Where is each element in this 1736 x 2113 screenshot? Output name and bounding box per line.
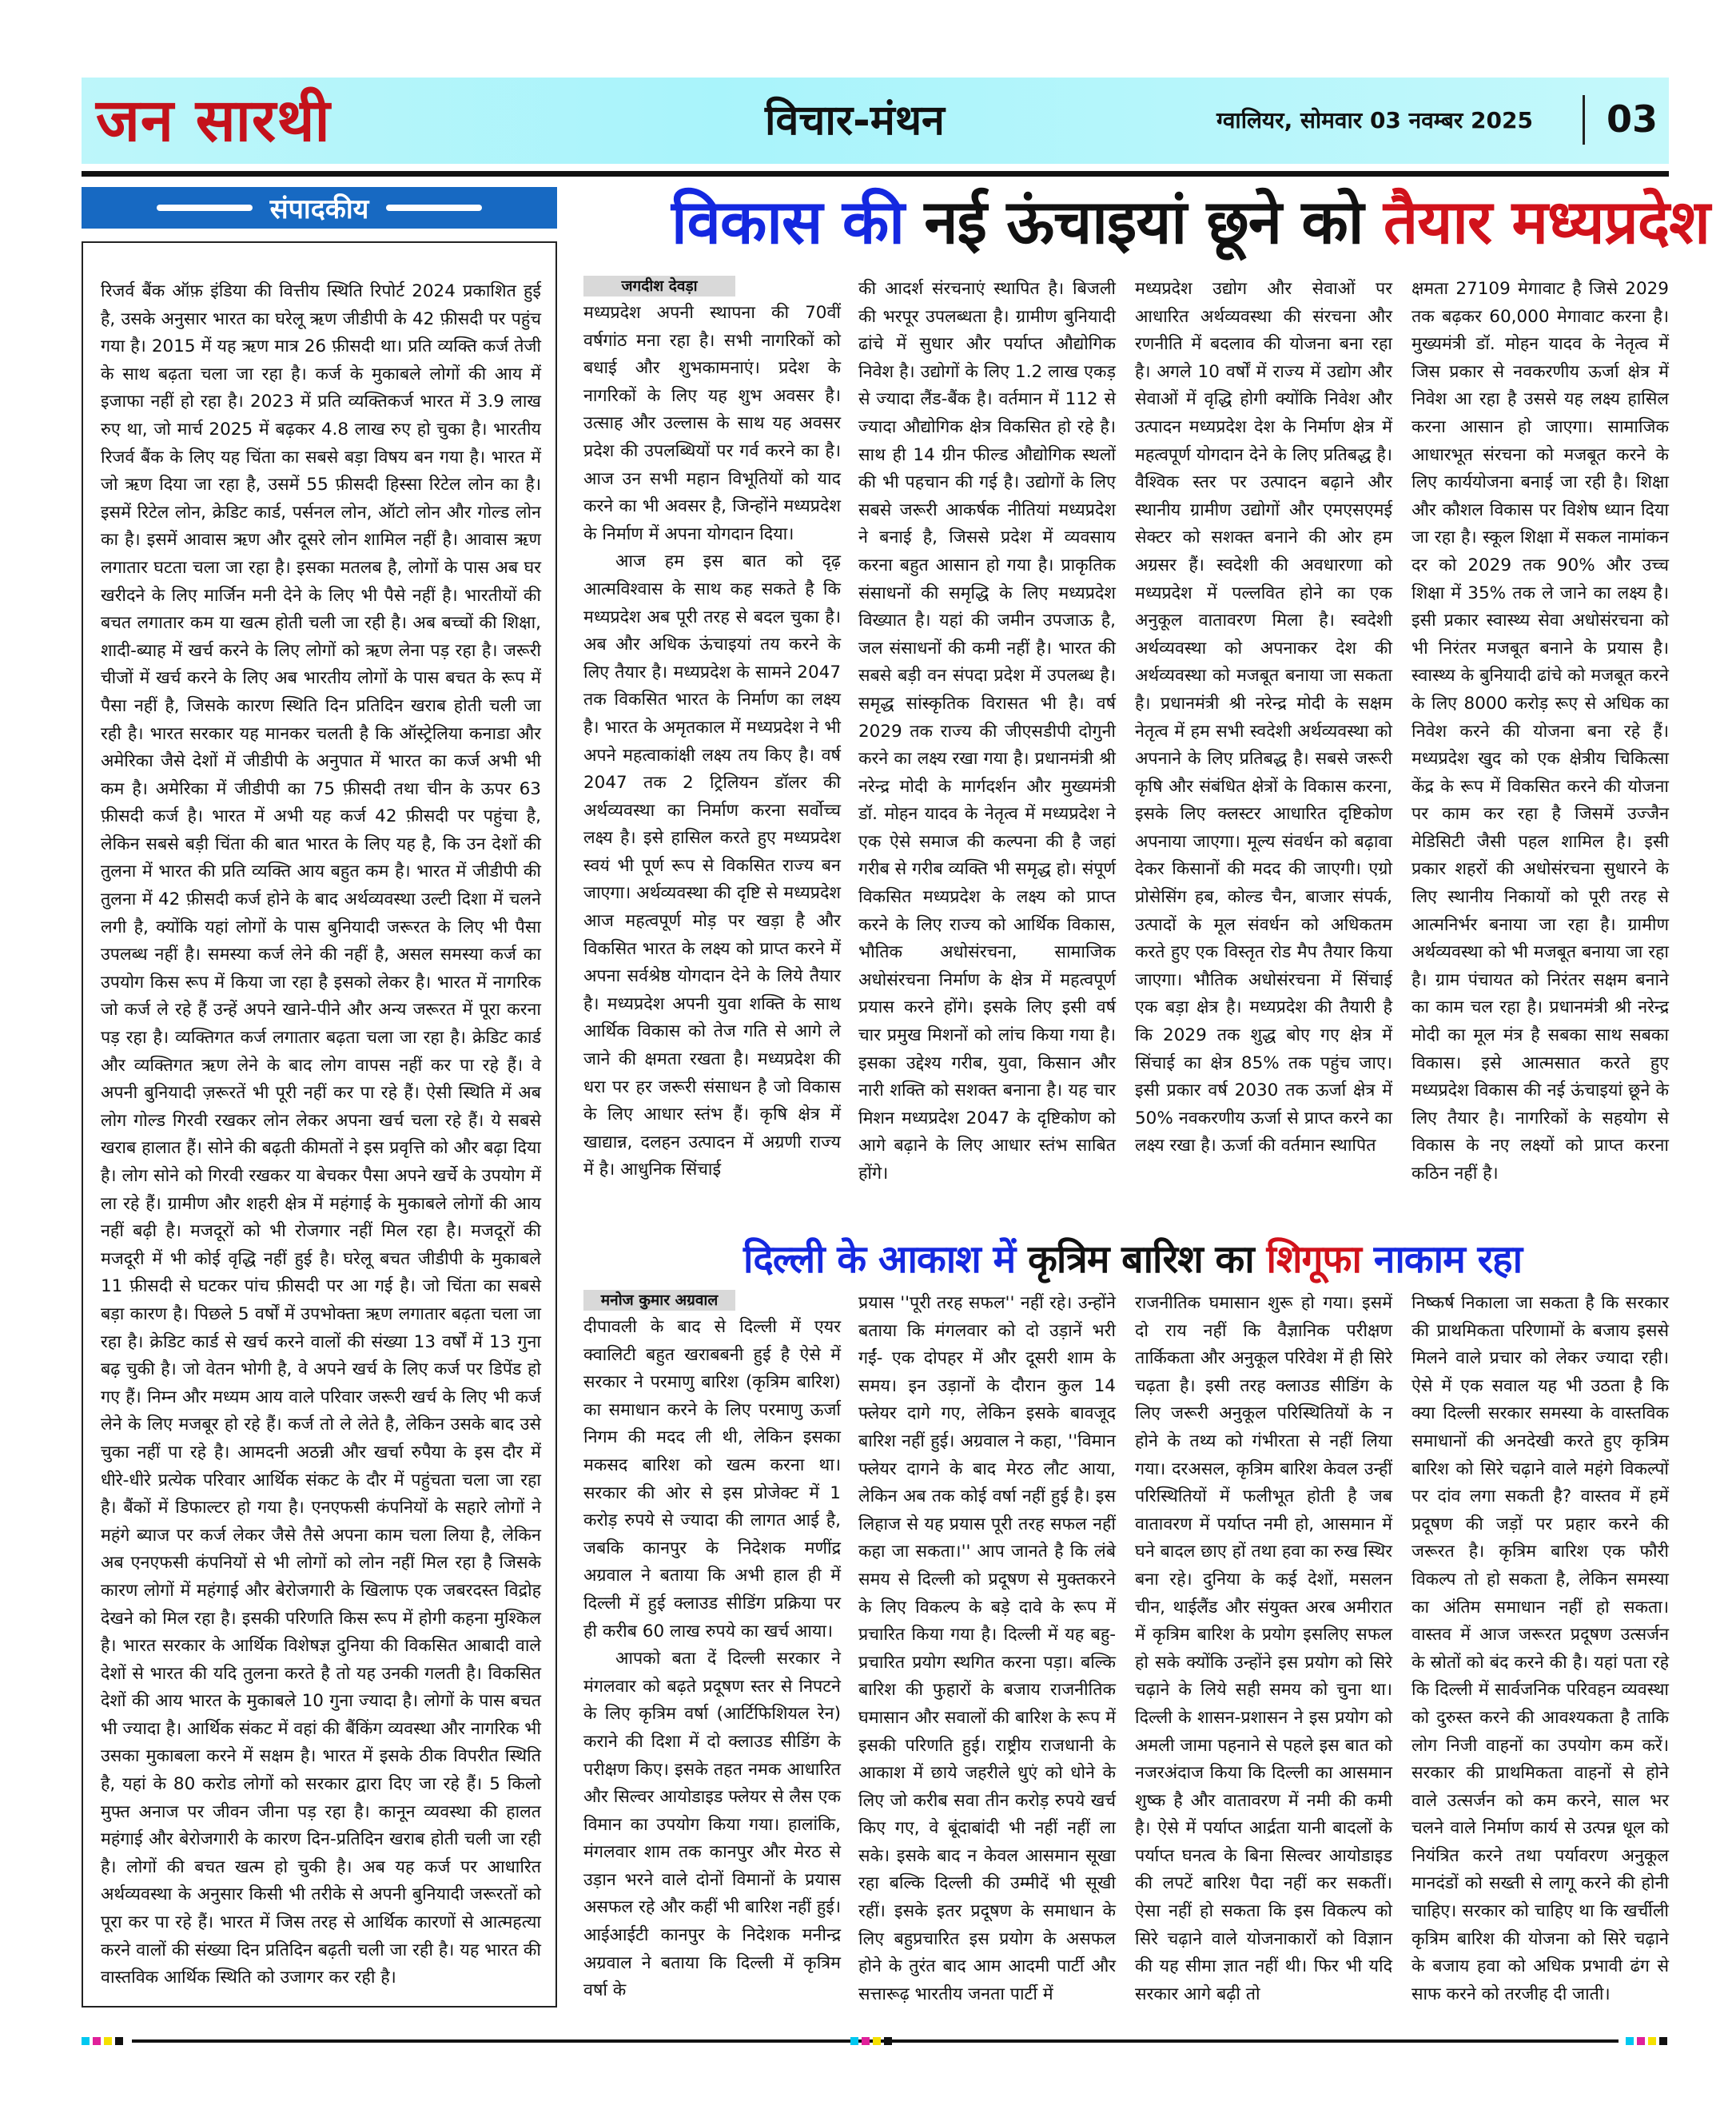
article2-column-4 xyxy=(1411,1290,1669,2008)
registration-marks-center xyxy=(850,2037,892,2045)
paragraph: आज हम इस बात को दृढ़ आत्मविश्वास के साथ कह सकते है कि मध्यप्रदेश अब पूरी तरह से बदल चुका है। अब और अधिक ऊंचाइयां तय करने के लिए तैयार है। मध्यप्रदेश के सामने 2047 तक विकसित भारत के निर्माण का लक्ष्य है। भारत के अमृतकाल में मध्यप्रदेश ने भी अपने महत्वाकांक्षी लक्ष्य तय किए है। वर्ष 2047 तक 2 ट्रिलियन डॉलर की अर्थव्यवस्था का निर्माण करना सर्वोच्च लक्ष्य है। इसे हासिल करते हुए मध्यप्रदेश स्वयं भी पूर्ण रूप से विकसित राज्य बन जाएगा। अर्थव्यवस्था की दृष्टि से मध्यप्रदेश आज महत्वपूर्ण मोड़ पर खड़ा है और विकसित भारत के लक्ष्य को प्राप्त करने में अपना सर्वश्रेष्ठ योगदान देने के लिये तैयार है। मध्यप्रदेश अपनी युवा शक्ति के साथ आर्थिक विकास को तेज गति से आगे ले जाने की क्षमता रखता है। मध्यप्रदेश की धरा पर हर जरूरी संसाधन है जो विकास के लिए आधार स्तंभ हैं। कृषि क्षेत्र में खाद्यान्न, दलहन उत्पादन में अग्रणी राज्य में है। आधुनिक सिंचाई xyxy=(583,551,841,1180)
article2-column-3 xyxy=(1135,1290,1392,2008)
article2-headline xyxy=(743,1235,1522,1284)
paragraph: दीपावली के बाद से दिल्ली में एयर क्वालिटी बहुत खराबबनी हुई है ऐसे में सरकार ने परमाणु बारिश (कृत्रिम बारिश) का समाधान करने के लिए परमाणु ऊर्जा निगम की मदद ली थी, लेकिन इसका मकसद बारिश को खत्म करना था। सरकार की ओर से इस प्रोजेक्ट में 1 करोड़ रुपये से ज्यादा की लागत आई है, जबकि कानपुर के निदेशक मणींद्र अग्रवाल ने बताया कि अभी हाल ही में दिल्ली में हुई क्लाउड सीडिंग प्रक्रिया पर ही करीब 60 लाख रुपये का खर्च आया। xyxy=(583,1317,841,1641)
article2-column-1 xyxy=(583,1290,841,2005)
editorial-label-text: संपादकीय xyxy=(269,193,369,225)
headline-part: शिगूफा xyxy=(1266,1237,1361,1282)
paragraph: निष्कर्ष निकाला जा सकता है कि सरकार की प्राथमिकता परिणामों के बजाय इससे मिलने वाले प्रचार को लेकर ज्यादा रही। ऐसे में एक सवाल यह भी उठता है कि क्या दिल्ली सरकार समस्या के वास्तविक समाधानों की अनदेखी करते हुए कृत्रिम बारिश को सिरे चढ़ाने वाले महंगे विकल्पों पर दांव लगा सकती है? वास्तव में हमें प्रदूषण की जड़ों पर प्रहार करने की जरूरत है। कृत्रिम बारिश एक फौरी विकल्प तो हो सकता है, लेकिन समस्या का अंतिम समाधान नहीं हो सकता। वास्तव में आज जरूरत प्रदूषण उत्सर्जन के स्रोतों को बंद करने की है। यहां पता रहे कि दिल्ली में सार्वजनिक परिवहन व्यवस्था को दुरुस्त करने की आवश्यकता है ताकि लोग निजी वाहनों का उपयोग कम करें। सरकार की प्राथमिकता वाहनों से होने वाले उत्सर्जन को कम करने, साल भर चलने वाले निर्माण कार्य से उत्पन्न धूल को नियंत्रित करने तथा पर्यावरण अनुकूल मानदंडों को सख्ती से लागू करने की होनी चाहिए। सरकार को चाहिए था कि खर्चीली कृत्रिम बारिश की योजना को सिरे चढ़ाने के बजाय हवा को अधिक प्रभावी ढंग से साफ करने को तरजीह दी जाती। xyxy=(1411,1293,1669,2004)
dash-decoration xyxy=(157,205,253,211)
masthead xyxy=(82,78,1669,164)
section-title: विचार-मंथन xyxy=(765,97,945,145)
page-number: 03 xyxy=(1607,97,1658,141)
byline: मनोज कुमार अग्रवाल xyxy=(583,1290,735,1311)
paragraph: आपको बता दें दिल्ली सरकार ने मंगलवार को बढ़ते प्रदूषण स्तर से निपटने के लिए कृत्रिम वर्षा (आर्टिफिशियल रेन) कराने की दिशा में दो क्लाउड सीडिंग के परीक्षण किए। इसके तहत नमक आधारित और सिल्वर आयोडाइड फ्लेयर से लैस एक विमान का उपयोग किया गया। हालांकि, मंगलवार शाम तक कानपुर और मेरठ से उड़ान भरने वाले दोनों विमानों के प्रयास असफल रहे और कहीं भी बारिश नहीं हुई। आईआईटी कानपुर के निदेशक मनीन्द्र अग्रवाल ने बताया कि दिल्ली में कृत्रिम वर्षा के xyxy=(583,1649,841,2001)
paragraph: क्षमता 27109 मेगावाट है जिसे 2029 तक बढ़कर 60,000 मेगावाट करना है। मुख्यमंत्री डॉ. मोहन यादव के नेतृत्व में जिस प्रकार से नवकरणीय ऊर्जा क्षेत्र में निवेश आ रहा है उससे यह लक्ष्य हासिल करना आसान हो जाएगा। सामाजिक आधारभूत संरचना को मजबूत करने के लिए कार्ययोजना बनाई जा रही है। शिक्षा और कौशल विकास पर विशेष ध्यान दिया जा रहा है। स्कूल शिक्षा में सकल नामांकन दर को 2029 तक 90% और उच्च शिक्षा में 35% तक ले जाने का लक्ष्य है। इसी प्रकार स्वास्थ्य सेवा अधोसंरचना को भी निरंतर मजबूत बनाने के प्रयास है। स्वास्थ्य के बुनियादी ढांचे को मजबूत करने के लिए 8000 करोड़ रूए से अधिक का निवेश करने की योजना बना रहे हैं। मध्यप्रदेश खुद को एक क्षेत्रीय चिकित्सा केंद्र के रूप में विकसित करने की योजना पर काम कर रहा है जिसमें उज्जैन मेडिसिटी जैसी पहल शामिल है। इसी प्रकार शहरों की अधोसंरचना सुधारने के लिए स्थानीय निकायों को पूरी तरह से आत्मनिर्भर बनाया जा रहा है। ग्रामीण अर्थव्यवस्था को भी मजबूत बनाया जा रहा है। ग्राम पंचायत को निरंतर सक्षम बनाने का काम चल रहा है। प्रधानमंत्री श्री नरेन्द्र मोदी का मूल मंत्र है सबका साथ सबका विकास। इसे आत्मसात करते हुए मध्यप्रदेश विकास की नई ऊंचाइयां छूने के लिए तैयार है। नागरिकों के सहयोग से विकास के नए लक्ष्यों को प्राप्त करना कठिन नहीं है। xyxy=(1411,279,1669,1184)
newspaper-logo: जन सारथी xyxy=(96,86,331,155)
article1-column-1 xyxy=(583,276,841,1184)
divider xyxy=(1583,95,1585,145)
article1-column-2 xyxy=(858,276,1116,1188)
headline-part: विकास की xyxy=(671,186,904,257)
registration-marks-right xyxy=(1626,2037,1667,2045)
paragraph: राजनीतिक घमासान शुरू हो गया। इसमें दो राय नहीं कि वैज्ञानिक परीक्षण तार्किकता और अनुकूल परिवेश में ही सिरे चढ़ता है। इसी तरह क्लाउड सीडिंग के लिए जरूरी अनुकूल परिस्थितियों के न होने के तथ्य को गंभीरता से नहीं लिया गया। दरअसल, कृत्रिम बारिश केवल उन्हीं परिस्थितियों में फलीभूत होती है जब वातावरण में पर्याप्त नमी हो, आसमान में घने बादल छाए हों तथा हवा का रुख स्थिर बना रहे। दुनिया के कई देशों, मसलन चीन, थाईलैंड और संयुक्त अरब अमीरात में कृत्रिम बारिश के प्रयोग इसलिए सफल हो सके क्योंकि उन्होंने इस प्रयोग को सिरे चढ़ाने के लिये सही समय को चुना था। दिल्ली के शासन-प्रशासन ने इस प्रयोग को अमली जामा पहनाने से पहले इस बात को नजरअंदाज किया कि दिल्ली का आसमान शुष्क है और वातावरण में नमी की कमी है। ऐसे में पर्याप्त आर्द्रता यानी बादलों के पर्याप्त घनत्व के बिना सिल्वर आयोडाइड की लपटें बारिश पैदा नहीं कर सकतीं। ऐसा नहीं हो सकता कि इस विकल्प को सिरे चढ़ाने वाले योजनाकारों को विज्ञान की यह सीमा ज्ञात नहीं थी। फिर भी यदि सरकार आगे बढ़ी तो xyxy=(1135,1293,1392,2004)
article1-column-3 xyxy=(1135,276,1392,1160)
dash-decoration xyxy=(386,205,482,211)
paragraph: मध्यप्रदेश अपनी स्थापना की 70वीं वर्षगांठ मना रहा है। सभी नागरिकों को बधाई और शुभकामनाएं। प्रदेश के नागरिकों के लिए यह शुभ अवसर है। उत्साह और उल्लास के साथ यह अवसर प्रदेश की उपलब्धियों पर गर्व करने का है। आज उन सभी महान विभूतियों को याद करने का भी अवसर है, जिन्होंने मध्यप्रदेश के निर्माण में अपना योगदान दिया। xyxy=(583,303,841,544)
editorial-label xyxy=(82,187,557,229)
headline-part: नाकाम रहा xyxy=(1373,1237,1523,1282)
article1-headline xyxy=(671,184,1710,261)
headline-part: नई ऊंचाइयां छूने को xyxy=(924,186,1364,257)
paragraph: मध्यप्रदेश उद्योग और सेवाओं पर आधारित अर्थव्यवस्था की संरचना और रणनीति में बदलाव की योजना बना रहा है। अगले 10 वर्षों में राज्य में उद्योग और सेवाओं में वृद्धि होगी क्योंकि निवेश और उत्पादन मध्यप्रदेश देश के निर्माण क्षेत्र में महत्वपूर्ण योगदान देने के लिए प्रतिबद्ध है। वैश्विक स्तर पर उत्पादन बढ़ाने और स्थानीय ग्रामीण उद्योगों और एमएसएमई सेक्टर को सशक्त बनाने की ओर हम अग्रसर हैं। स्वदेशी की अवधारणा को मध्यप्रदेश में पल्लवित होने का एक अनुकूल वातावरण मिला है। स्वदेशी अर्थव्यवस्था को अपनाकर देश की अर्थव्यवस्था को मजबूत बनाया जा सकता है। प्रधानमंत्री श्री नरेन्द्र मोदी के सक्षम नेतृत्व में हम सभी स्वदेशी अर्थव्यवस्था को अपनाने के लिए प्रतिबद्ध है। सबसे जरूरी कृषि और संबंधित क्षेत्रों के विकास करना, इसके लिए क्लस्टर आधारित दृष्टिकोण अपनाया जाएगा। मूल्य संवर्धन को बढ़ावा देकर किसानों की मदद की जाएगी। एग्रो प्रोसेसिंग हब, कोल्ड चैन, बाजार संपर्क, उत्पादों के मूल संवर्धन को अधिकतम करते हुए एक विस्तृत रोड मैप तैयार किया जाएगा। भौतिक अधोसंरचना में सिंचाई एक बड़ा क्षेत्र है। मध्यप्रदेश की तैयारी है कि 2029 तक शुद्ध बोए गए क्षेत्र में सिंचाई का क्षेत्र 85% तक पहुंच जाए। इसी प्रकार वर्ष 2030 तक ऊर्जा क्षेत्र में 50% नवकरणीय ऊर्जा से प्राप्त करने का लक्ष्य रखा है। ऊर्जा की वर्तमान स्थापित xyxy=(1135,279,1392,1156)
registration-marks-left xyxy=(82,2037,123,2045)
headline-part: तैयार मध्यप्रदेश xyxy=(1383,186,1710,257)
paragraph: प्रयास ''पूरी तरह सफल'' नहीं रहे। उन्होंने बताया कि मंगलवार को दो उड़ानें भरी गईं- एक दोपहर में और दूसरी शाम के समय। इन उड़ानों के दौरान कुल 14 फ्लेयर दागे गए, लेकिन इसके बावजूद बारिश नहीं हुई। अग्रवाल ने कहा, ''विमान फ्लेयर दागने के बाद मेरठ लौट आया, लेकिन अब तक कोई वर्षा नहीं हुई है। इस लिहाज से यह प्रयास पूरी तरह सफल नहीं कहा जा सकता।'' आप जानते है कि लंबे समय से दिल्ली को प्रदूषण से मुक्तकरने के लिए विकल्प के बड़े दावे के रूप में प्रचारित किया गया है। दिल्ली में यह बहु-प्रचारित प्रयोग स्थगित करना पड़ा। बल्कि बारिश की फुहारों के बजाय राजनीतिक घमासान और सवालों की बारिश के रूप में इसकी परिणति हुई। राष्ट्रीय राजधानी के आकाश में छाये जहरीले धुएं को धोने के लिए जो करीब सवा तीन करोड़ रुपये खर्च किए गए, वे बूंदाबांदी भी नहीं नहीं ला सके। इसके बाद न केवल आसमान सूखा रहा बल्कि दिल्ली की उम्मीदें भी सूखी रहीं। इसके इतर प्रदूषण के समाधान के लिए बहुप्रचारित इस प्रयोग के असफल होने के तुरंत बाद आम आदमी पार्टी और सत्तारूढ़ भारतीय जनता पार्टी में xyxy=(858,1293,1116,2004)
paragraph: रिजर्व बैंक ऑफ़ इंडिया की वित्तीय स्थिति रिपोर्ट 2024 प्रकाशित हुई है, उसके अनुसार भारत का घरेलू ऋण जीडीपी के 42 फ़ीसदी पर पहुंच गया है। 2015 में यह ऋण मात्र 26 फ़ीसदी था। प्रति व्यक्ति कर्ज तेजी के साथ बढ़ता चला जा रहा है। कर्ज के मुकाबले लोगों की आय में इजाफा नहीं हो रहा है। 2023 में प्रति व्यक्तिकर्ज भारत में 3.9 लाख रुए था, जो मार्च 2025 में बढ़कर 4.8 लाख रुए हो चुका है। भारतीय रिजर्व बैंक के लिए यह चिंता का सबसे बड़ा विषय बन गया है। भारत में जो ऋण दिया जा रहा है, उसमें 55 फ़ीसदी हिस्सा रिटेल लोन का है। इसमें रिटेल लोन, क्रेडिट कार्ड, पर्सनल लोन, ऑटो लोन और गोल्ड लोन का है। इसमें आवास ऋण और दूसरे लोन शामिल नहीं है। आवास ऋण लगातार घटता चला जा रहा है। इसका मतलब है, लोगों के पास अब घर खरीदने के लिए मार्जिन मनी देने के लिए भी पैसे नहीं है। भारतीयों की बचत लगातार कम या खत्म होती चली जा रही है। अब बच्चों की शिक्षा, शादी-ब्याह में खर्च करने के लिए लोगों को ऋण लेना पड़ रहा है। जरूरी चीजों में खर्च करने के लिए अब भारतीय लोगों के पास बचत के रूप में पैसा नहीं है, जिसके कारण स्थिति दिन प्रतिदिन खराब होती चली जा रही है। भारत सरकार यह मानकर चलती है कि ऑस्ट्रेलिया कनाडा और अमेरिका जैसे देशों में जीडीपी के अनुपात में भारत का कर्ज अभी भी कम है। अमेरिका में जीडीपी का 75 फ़ीसदी तथा चीन के ऊपर 63 फ़ीसदी कर्ज है। भारत में अभी यह कर्ज 42 फ़ीसदी पर पहुंचा है, लेकिन सबसे बड़ी चिंता की बात भारत के लिए यह है, कि उन देशों की तुलना में भारत की प्रति व्यक्ति आय बहुत कम है। भारत में जीडीपी की तुलना में 42 फ़ीसदी कर्ज होने के बाद अर्थव्यवस्था उल्टी दिशा में चलने लगी है, क्योंकि यहां लोगों के पास बुनियादी जरूरत के लिए भी पैसा उपलब्ध नहीं है। समस्या कर्ज लेने की नहीं है, असल समस्या कर्ज का उपयोग किस रूप में किया जा रहा है इसको लेकर है। भारत में नागरिक जो कर्ज ले रहे हैं उन्हें अपने खाने-पीने और अन्य जरूरत में पूरा करना पड़ रहा है। व्यक्तिगत कर्ज लगातार बढ़ता चला जा रहा है। क्रेडिट कार्ड और व्यक्तिगत ऋण लेने के बाद लोग वापस नहीं कर पा रहे हैं। वे अपनी बुनियादी ज़रूरतें भी पूरी नहीं कर पा रहे हैं। ऐसी स्थिति में अब लोग गोल्ड गिरवी रखकर लोन लेकर अपना खर्च चला रहे हैं। ये सबसे खराब हालात हैं। सोने की बढ़ती कीमतों ने इस प्रवृत्ति को और बढ़ा दिया है। लोग सोने को गिरवी रखकर या बेचकर पैसा अपने खर्चे के उपयोग में ला रहे हैं। ग्रामीण और शहरी क्षेत्र में महंगाई के मुकाबले लोगों की आय नहीं बढ़ी है। मजदूरों को भी रोजगार नहीं मिल रहा है। मजदूरों की मजदूरी में भी कोई वृद्धि नहीं हुई है। घरेलू बचत जीडीपी के मुकाबले 11 फ़ीसदी से घटकर पांच फ़ीसदी पर आ गई है। जो चिंता का सबसे बड़ा कारण है। पिछले 5 वर्षों में उपभोक्ता ऋण लगातार बढ़ता चला जा रहा है। क्रेडिट कार्ड से खर्च करने वालों की संख्या 13 वर्षों में 13 गुना बढ़ चुकी है। जो वेतन भोगी है, वे अपने खर्च के लिए कर्ज पर डिपेंड हो गए हैं। निम्न और मध्यम आय वाले परिवार जरूरी खर्च के लिए भी कर्ज लेने के लिए मजबूर हो रहे हैं। कर्ज तो ले लेते है, लेकिन उसके बाद उसे चुका नहीं पा रहे है। आमदनी अठन्नी और खर्चा रुपैया के इस दौर में धीरे-धीरे प्रत्येक परिवार आर्थिक संकट के दौर में पहुंचता चला जा रहा है। बैंकों में डिफाल्टर हो गया है। एनएफसी कंपनियों के सहारे लोगों ने महंगे ब्याज पर कर्ज लेकर जैसे तैसे अपना काम चला लिया है, लेकिन अब एनएफसी कंपनियों से भी लोगों को लोन नहीं मिल रहा है जिसके कारण लोगों में महंगाई और बेरोजगारी के खिलाफ एक जबरदस्त विद्रोह देखने को मिल रहा है। इसकी परिणति किस रूप में होगी कहना मुश्किल है। भारत सरकार के आर्थिक विशेषज्ञ दुनिया की विकसित आबादी वाले देशों से भारत की यदि तुलना करते है तो यह उनकी गलती है। विकसित देशों की आय भारत के मुकाबले 10 गुना ज्यादा है। लोगों के पास बचत भी ज्यादा है। आर्थिक संकट में वहां की बैंकिंग व्यवस्था और नागरिक भी उसका मुकाबला करने में सक्षम है। भारत में इसके ठीक विपरीत स्थिति है, यहां के 80 करोड लोगों को सरकार द्वारा दिए जा रहे हैं। 5 किलो मुफ्त अनाज पर जीवन जीना पड़ रहा है। कानून व्यवस्था की हालत महंगाई और बेरोजगारी के कारण दिन-प्रतिदिन खराब होती चली जा रही है। लोगों की बचत खत्म हो चुकी है। अब यह कर्ज पर आधारित अर्थव्यवस्था के अनुसार किसी भी तरीके से अपनी बुनियादी जरूरतों को पूरा कर पा रहे हैं। भारत में जिस तरह से आर्थिक कारणों से आत्महत्या करने वालों की संख्या दिन प्रतिदिन बढ़ती चली जा रही है। यह भारत की वास्तविक आर्थिक स्थिति को उजागर कर रही है। xyxy=(101,281,541,1988)
editorial-box xyxy=(82,241,557,2008)
dateline: ग्वालियर, सोमवार 03 नवम्बर 2025 xyxy=(1216,107,1533,133)
header-rule xyxy=(82,171,1669,177)
editorial-text xyxy=(101,278,541,1992)
paragraph: की आदर्श संरचनाएं स्थापित है। बिजली की भरपूर उपलब्धता है। ग्रामीण बुनियादी ढांचे में सुधार और पर्याप्त औद्योगिक निवेश है। उद्योगों के लिए 1.2 लाख एकड़ से ज्यादा लैंड-बैंक है। वर्तमान में 112 से ज्यादा औद्योगिक क्षेत्र विकसित हो रहे है। साथ ही 14 ग्रीन फील्ड औद्योगिक स्थलों की भी पहचान की गई है। उद्योगों के लिए सबसे जरूरी आकर्षक नीतियां मध्यप्रदेश ने बनाई है, जिससे प्रदेश में व्यवसाय करना बहुत आसान हो गया है। प्राकृतिक संसाधनों की समृद्धि के लिए मध्यप्रदेश विख्यात है। यहां की जमीन उपजाऊ है, जल संसाधनों की कमी नहीं है। भारत की सबसे बड़ी वन संपदा प्रदेश में उपलब्ध है। समृद्ध सांस्कृतिक विरासत भी है। वर्ष 2029 तक राज्य की जीएसडीपी दोगुनी करने का लक्ष्य रखा गया है। प्रधानमंत्री श्री नरेन्द्र मोदी के मार्गदर्शन और मुख्यमंत्री डॉ. मोहन यादव के नेतृत्व में मध्यप्रदेश ने एक ऐसे समाज की कल्पना की है जहां गरीब से गरीब व्यक्ति भी समृद्ध हो। संपूर्ण विकसित मध्यप्रदेश के लक्ष्य को प्राप्त करने के लिए राज्य को आर्थिक विकास, भौतिक अधोसंरचना, सामाजिक अधोसंरचना निर्माण के क्षेत्र में महत्वपूर्ण प्रयास करने होंगे। इसके लिए इसी वर्ष चार प्रमुख मिशनों को लांच किया गया है। इसका उद्देश्य गरीब, युवा, किसान और नारी शक्ति को सशक्त बनाना है। यह चार मिशन मध्यप्रदेश 2047 के दृष्टिकोण को आगे बढ़ाने के लिए आधार स्तंभ साबित होंगे। xyxy=(858,279,1116,1184)
headline-part: दिल्ली के आकाश में xyxy=(743,1237,1016,1282)
headline-part: कृत्रिम बारिश का xyxy=(1027,1237,1254,1282)
article2-column-2 xyxy=(858,1290,1116,2008)
article1-column-4 xyxy=(1411,276,1669,1188)
byline: जगदीश देवड़ा xyxy=(583,276,735,296)
